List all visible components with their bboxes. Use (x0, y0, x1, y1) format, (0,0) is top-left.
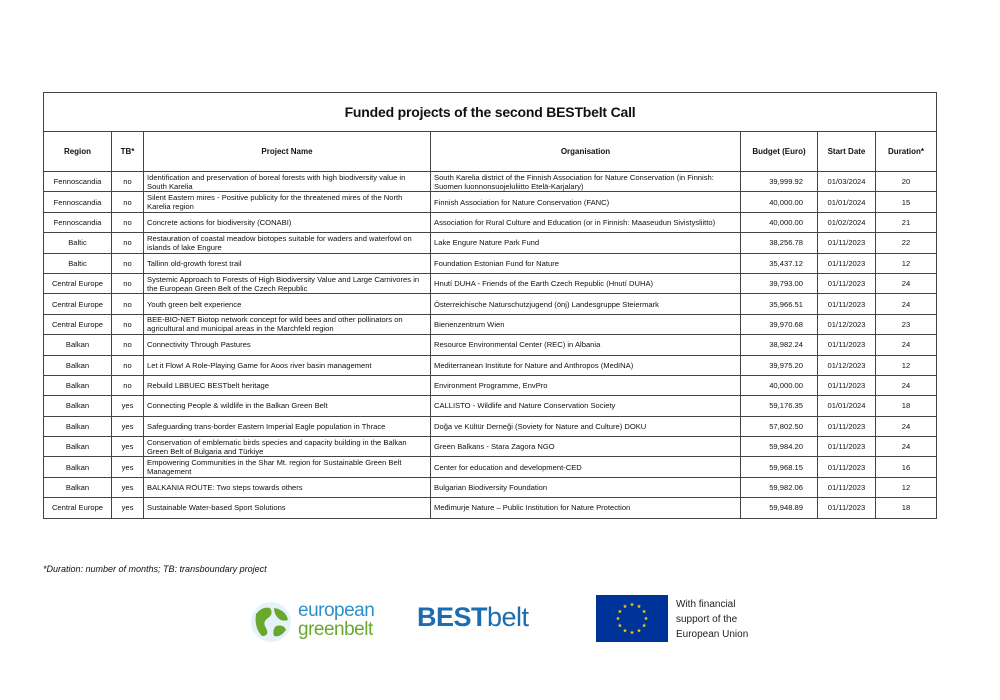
bestbelt-logo-bold: BEST (417, 602, 488, 632)
cell-tb: yes (112, 396, 144, 416)
cell-tb: yes (112, 498, 144, 518)
cell-region: Fennoscandia (44, 212, 112, 232)
cell-duration: 12 (876, 477, 937, 497)
cell-duration: 12 (876, 355, 937, 375)
column-header: Duration* (876, 132, 937, 172)
cell-org: South Karelia district of the Finnish Association for Nature Conservation (in Finnish: Suomen luonnonsuojeluliitto Etelä-Karjalary) (431, 172, 741, 192)
eu-text-line1: With financial (676, 599, 736, 610)
cell-project: Connecting People & wildlife in the Balkan Green Belt (144, 396, 431, 416)
cell-tb: no (112, 375, 144, 395)
cell-region: Fennoscandia (44, 172, 112, 192)
cell-duration: 24 (876, 294, 937, 314)
cell-region: Balkan (44, 375, 112, 395)
cell-project: Silent Eastern mires - Positive publicity for the threatened mires of the North Karelia region (144, 192, 431, 212)
cell-duration: 24 (876, 335, 937, 355)
funded-projects-table-wrapper (43, 92, 936, 519)
cell-budget: 59,176.35 (741, 396, 818, 416)
cell-org: Center for education and development-CED (431, 457, 741, 477)
cell-org: Bienenzentrum Wien (431, 314, 741, 334)
cell-start: 01/03/2024 (818, 172, 876, 192)
globe-icon (248, 600, 294, 644)
cell-budget: 39,999.92 (741, 172, 818, 192)
cell-start: 01/11/2023 (818, 375, 876, 395)
cell-budget: 38,256.78 (741, 233, 818, 253)
cell-start: 01/12/2023 (818, 314, 876, 334)
cell-tb: no (112, 355, 144, 375)
column-header: Project Name (144, 132, 431, 172)
cell-region: Balkan (44, 355, 112, 375)
cell-region: Balkan (44, 457, 112, 477)
cell-tb: no (112, 273, 144, 293)
table-row (44, 192, 937, 212)
cell-project: BEE-BIO-NET Biotop network concept for wild bees and other pollinators on agricultural and municipal areas in the Marchfeld region (144, 314, 431, 334)
footnote: *Duration: number of months; TB: transboundary project (43, 564, 267, 574)
cell-budget: 59,948.89 (741, 498, 818, 518)
cell-budget: 40,000.00 (741, 192, 818, 212)
table-row (44, 172, 937, 192)
cell-budget: 40,000.00 (741, 375, 818, 395)
cell-tb: yes (112, 477, 144, 497)
cell-region: Balkan (44, 416, 112, 436)
cell-start: 01/11/2023 (818, 437, 876, 457)
cell-budget: 39,975.20 (741, 355, 818, 375)
cell-start: 01/11/2023 (818, 498, 876, 518)
eu-support-text (676, 597, 776, 642)
cell-start: 01/11/2023 (818, 457, 876, 477)
cell-duration: 24 (876, 416, 937, 436)
cell-project: Youth green belt experience (144, 294, 431, 314)
cell-org: Mediterranean Institute for Nature and Anthropos (MedINA) (431, 355, 741, 375)
cell-budget: 38,982.24 (741, 335, 818, 355)
cell-duration: 18 (876, 396, 937, 416)
cell-org: Lake Engure Nature Park Fund (431, 233, 741, 253)
cell-region: Central Europe (44, 498, 112, 518)
table-row (44, 437, 937, 457)
eu-text-line3: European Union (676, 629, 749, 640)
cell-tb: no (112, 192, 144, 212)
cell-tb: no (112, 294, 144, 314)
cell-region: Fennoscandia (44, 192, 112, 212)
cell-org: Österreichische Naturschutzjugend (önj) Landesgruppe Steiermark (431, 294, 741, 314)
cell-start: 01/01/2024 (818, 396, 876, 416)
cell-budget: 35,966.51 (741, 294, 818, 314)
cell-region: Balkan (44, 477, 112, 497)
table-row (44, 314, 937, 334)
table-row (44, 396, 937, 416)
cell-region: Central Europe (44, 273, 112, 293)
cell-project: Systemic Approach to Forests of High Biodiversity Value and Large Carnivores in the European Green Belt of the Czech Republic (144, 273, 431, 293)
table-row (44, 416, 937, 436)
cell-region: Central Europe (44, 314, 112, 334)
table-body (44, 172, 937, 519)
cell-tb: no (112, 233, 144, 253)
cell-budget: 59,984.20 (741, 437, 818, 457)
cell-tb: no (112, 253, 144, 273)
cell-duration: 18 (876, 498, 937, 518)
cell-tb: yes (112, 437, 144, 457)
cell-org: Doğa ve Kültür Derneği (Soviety for Nature and Culture) DOKU (431, 416, 741, 436)
table-title: Funded projects of the second BESTbelt Call (44, 93, 937, 132)
cell-tb: yes (112, 457, 144, 477)
table-row (44, 335, 937, 355)
cell-region: Baltic (44, 253, 112, 273)
cell-tb: no (112, 212, 144, 232)
table-row (44, 375, 937, 395)
cell-org: Association for Rural Culture and Education (or in Finnish: Maaseudun Sivistysliitto) (431, 212, 741, 232)
cell-budget: 40,000.00 (741, 212, 818, 232)
cell-region: Balkan (44, 437, 112, 457)
cell-project: Conservation of emblematic birds species and capacity building in the Balkan Green Belt of Bulgaria and Türkiye (144, 437, 431, 457)
cell-org: Green Balkans - Stara Zagora NGO (431, 437, 741, 457)
cell-duration: 23 (876, 314, 937, 334)
cell-project: Identification and preservation of boreal forests with high biodiversity value in South Karelia (144, 172, 431, 192)
cell-tb: no (112, 335, 144, 355)
cell-project: Safeguarding trans-border Eastern Imperial Eagle population in Thrace (144, 416, 431, 436)
cell-start: 01/01/2024 (818, 192, 876, 212)
cell-duration: 12 (876, 253, 937, 273)
cell-region: Balkan (44, 335, 112, 355)
cell-tb: no (112, 172, 144, 192)
cell-duration: 24 (876, 437, 937, 457)
egb-logo-line1: european (298, 600, 375, 621)
cell-budget: 39,970.68 (741, 314, 818, 334)
bestbelt-logo-light: belt (487, 602, 529, 632)
cell-start: 01/11/2023 (818, 273, 876, 293)
bestbelt-logo (417, 602, 529, 633)
eu-text-line2: support of the (676, 614, 738, 625)
cell-org: Resource Environmental Center (REC) in Albania (431, 335, 741, 355)
table-row (44, 457, 937, 477)
cell-project: Empowering Communities in the Shar Mt. region for Sustainable Green Belt Management (144, 457, 431, 477)
cell-start: 01/11/2023 (818, 335, 876, 355)
cell-duration: 20 (876, 172, 937, 192)
cell-start: 01/11/2023 (818, 253, 876, 273)
cell-duration: 15 (876, 192, 937, 212)
cell-org: Bulgarian Biodiversity Foundation (431, 477, 741, 497)
table-row (44, 294, 937, 314)
cell-start: 01/11/2023 (818, 233, 876, 253)
column-header: Region (44, 132, 112, 172)
header-row (44, 132, 937, 172)
cell-start: 01/11/2023 (818, 294, 876, 314)
egb-logo-line2: greenbelt (298, 619, 373, 640)
table-row (44, 253, 937, 273)
table-row (44, 355, 937, 375)
column-header: Organisation (431, 132, 741, 172)
cell-duration: 16 (876, 457, 937, 477)
cell-project: Sustainable Water-based Sport Solutions (144, 498, 431, 518)
table-row (44, 477, 937, 497)
cell-project: Restauration of coastal meadow biotopes suitable for waders and waterfowl on islands of lake Engure (144, 233, 431, 253)
table-row (44, 233, 937, 253)
cell-project: Tallinn old-growth forest trail (144, 253, 431, 273)
cell-org: Hnutí DUHA - Friends of the Earth Czech Republic (Hnutí DUHA) (431, 273, 741, 293)
column-header: Start Date (818, 132, 876, 172)
cell-start: 01/12/2023 (818, 355, 876, 375)
cell-project: Let it Flow! A Role-Playing Game for Aoos river basin management (144, 355, 431, 375)
cell-start: 01/02/2024 (818, 212, 876, 232)
cell-tb: yes (112, 416, 144, 436)
table-row (44, 212, 937, 232)
cell-duration: 21 (876, 212, 937, 232)
cell-budget: 57,802.50 (741, 416, 818, 436)
cell-org: Environment Programme, EnvPro (431, 375, 741, 395)
cell-budget: 59,968.15 (741, 457, 818, 477)
cell-budget: 39,793.00 (741, 273, 818, 293)
cell-duration: 24 (876, 273, 937, 293)
table-row (44, 498, 937, 518)
cell-project: Concrete actions for biodiversity (CONABI) (144, 212, 431, 232)
cell-project: Rebuild LBBUEC BESTbelt heritage (144, 375, 431, 395)
cell-start: 01/11/2023 (818, 477, 876, 497)
cell-region: Balkan (44, 396, 112, 416)
column-header: TB* (112, 132, 144, 172)
cell-org: Foundation Estonian Fund for Nature (431, 253, 741, 273)
cell-duration: 24 (876, 375, 937, 395)
cell-budget: 35,437.12 (741, 253, 818, 273)
european-green-belt-logo (248, 598, 398, 644)
cell-duration: 22 (876, 233, 937, 253)
cell-start: 01/11/2023 (818, 416, 876, 436)
table-row (44, 273, 937, 293)
cell-budget: 59,982.06 (741, 477, 818, 497)
cell-org: Međimurje Nature – Public Institution for Nature Protection (431, 498, 741, 518)
cell-tb: no (112, 314, 144, 334)
cell-region: Central Europe (44, 294, 112, 314)
cell-org: Finnish Association for Nature Conservation (FANC) (431, 192, 741, 212)
cell-region: Baltic (44, 233, 112, 253)
funded-projects-table (43, 92, 937, 519)
column-header: Budget (Euro) (741, 132, 818, 172)
eu-flag-icon (596, 595, 668, 642)
cell-org: CALLISTO - Wildlife and Nature Conservation Society (431, 396, 741, 416)
cell-project: Connectivity Through Pastures (144, 335, 431, 355)
cell-project: BALKANIA ROUTE: Two steps towards others (144, 477, 431, 497)
